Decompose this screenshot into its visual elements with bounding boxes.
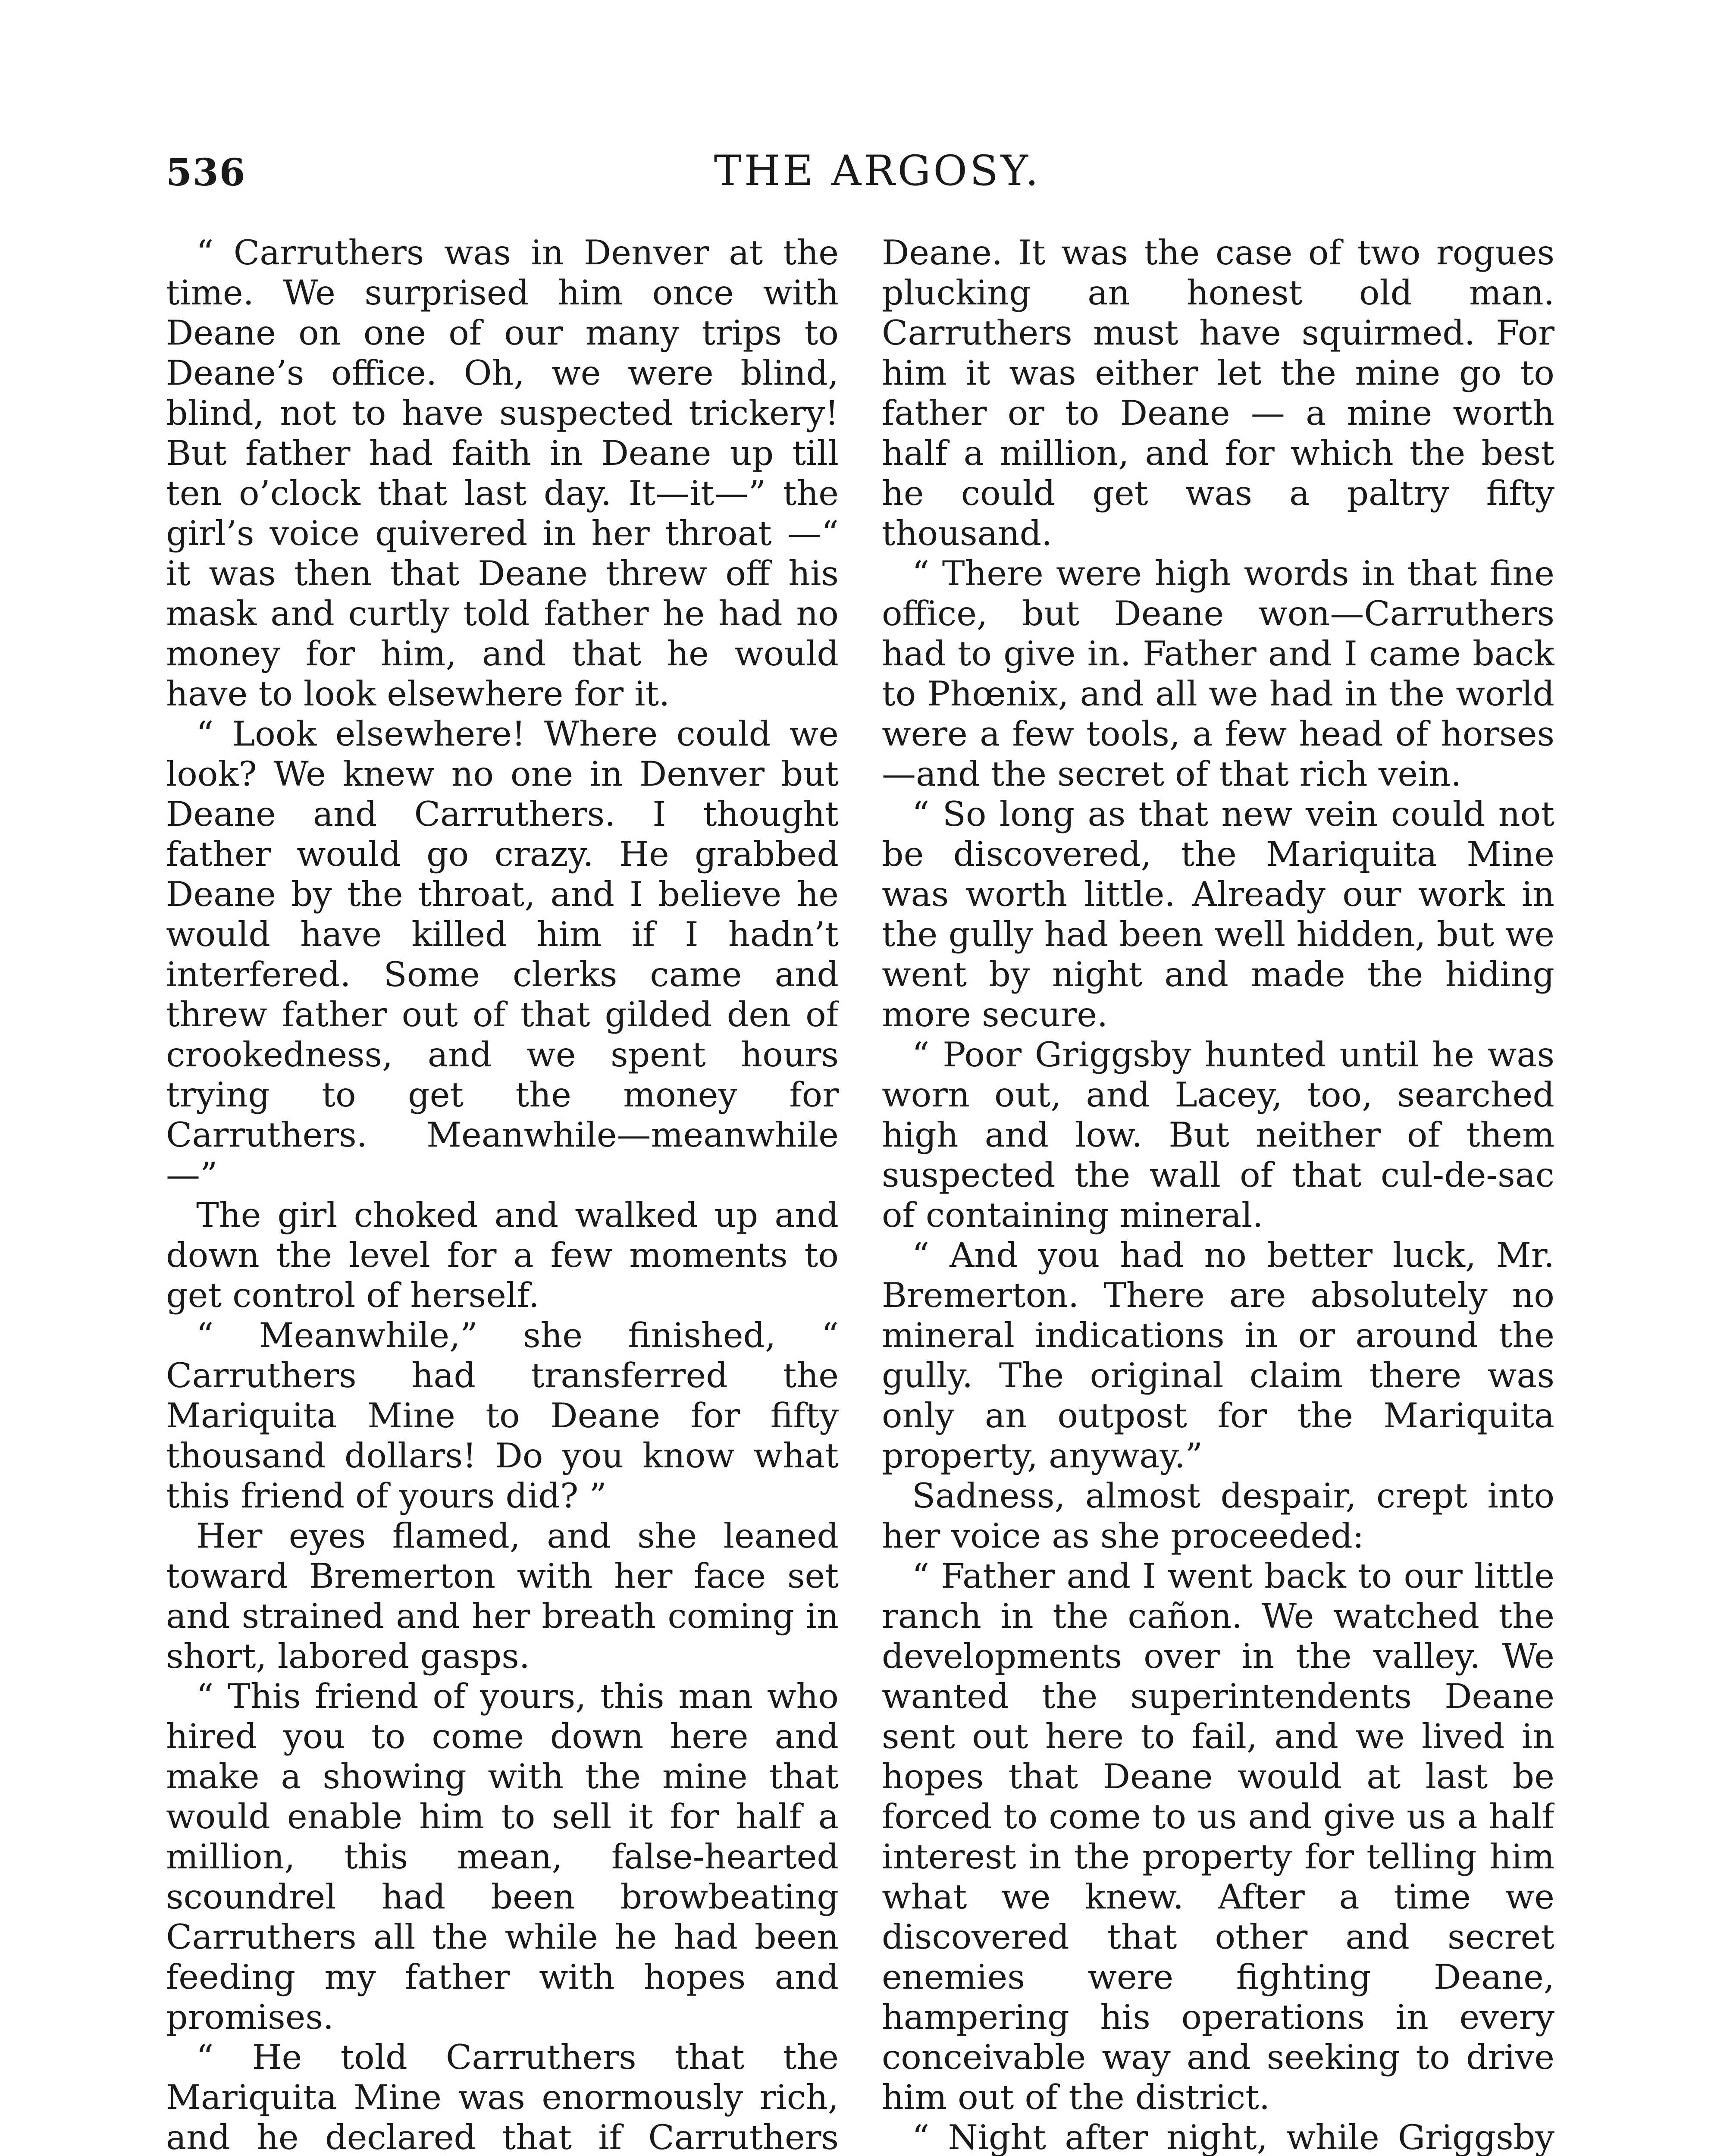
running-title: THE ARGOSY. xyxy=(714,147,1041,195)
paragraph: Deane. It was the case of two rogues plucking an honest old man. Carruthers must have squirmed. For him it was either let the mine go to father or to Deane — a mine worth half a million, and for which the best he could get was a paltry fifty thousand. xyxy=(882,233,1554,553)
paragraph: “ Carruthers was in Denver at the time. We surprised him once with Deane on one of our many trips to Deane’s office. Oh, we were blind, blind, not to have suspected trickery! But father had faith in Deane up till ten o’clock that last day. It—it—” the girl’s voice quivered in her throat —“ it was then that Deane threw off his mask and curtly told father he had no money for him, and that he would have to look elsewhere for it. xyxy=(166,233,839,714)
paragraph: “ And you had no better luck, Mr. Bremerton. There are absolutely no mineral indications in or around the gully. The original claim there was only an outpost for the Mariquita property, anyway.” xyxy=(882,1235,1554,1476)
paragraph: The girl choked and walked up and down the level for a few moments to get control of herself. xyxy=(166,1195,839,1315)
paragraph: “ Father and I went back to our little ranch in the cañon. We watched the developments over in the valley. We wanted the superintendents Deane sent out here to fail, and we lived in hopes that Deane would at last be forced to come to us and give us a half interest in the property for telling him what we knew. After a time we discovered that other and secret enemies were fighting Deane, hampering his operations in every conceivable way and seeking to drive him out of the district. xyxy=(882,1556,1554,2117)
page-number: 536 xyxy=(166,151,246,194)
paragraph: “ He told Carruthers that the Mariquita Mine was enormously rich, and he declared that if Carruthers xyxy=(166,2037,839,2156)
paragraph: “ Meanwhile,” she finished, “ Carruthers had transferred the Mariquita Mine to Deane for fifty thousand dollars! Do you know what this friend of yours did? ” xyxy=(166,1316,839,1516)
text-columns xyxy=(166,233,1554,2156)
paragraph: “ There were high words in that fine office, but Deane won—Carruthers had to give in. Father and I came back to Phœnix, and all we had in the world were a few tools, a few head of horses—and the secret of that rich vein. xyxy=(882,554,1554,794)
left-column xyxy=(166,233,839,2156)
paragraph: “ Look elsewhere! Where could we look? We knew no one in Denver but Deane and Carruthers. I thought father would go crazy. He grabbed Deane by the throat, and I believe he would have killed him if I hadn’t interfered. Some clerks came and threw father out of that gilded den of crookedness, and we spent hours trying to get the money for Carruthers. Meanwhile—meanwhile—” xyxy=(166,714,839,1195)
paragraph: “ So long as that new vein could not be discovered, the Mariquita Mine was worth little. Already our work in the gully had been well hidden, but we went by night and made the hiding more secure. xyxy=(882,794,1554,1034)
page-header xyxy=(166,147,1554,207)
right-column xyxy=(882,233,1554,2156)
paragraph: “ Night after night, while Griggsby xyxy=(912,2118,1554,2156)
paragraph: “ This friend of yours, this man who hired you to come down here and make a showing with the mine that would enable him to sell it for half a million, this mean, false-hearted scoundrel had been browbeating Carruthers all the while he had been feeding my father with hopes and promises. xyxy=(166,1677,839,2037)
paragraph: Her eyes flamed, and she leaned toward Bremerton with her face set and strained and her breath coming in short, labored gasps. xyxy=(166,1516,839,1676)
paragraph: Sadness, almost despair, crept into her voice as she proceeded: xyxy=(882,1476,1554,1556)
paragraph: “ Poor Griggsby hunted until he was worn out, and Lacey, too, searched high and low. But neither of them suspected the wall of that cul-de-sac of containing mineral. xyxy=(882,1035,1554,1235)
